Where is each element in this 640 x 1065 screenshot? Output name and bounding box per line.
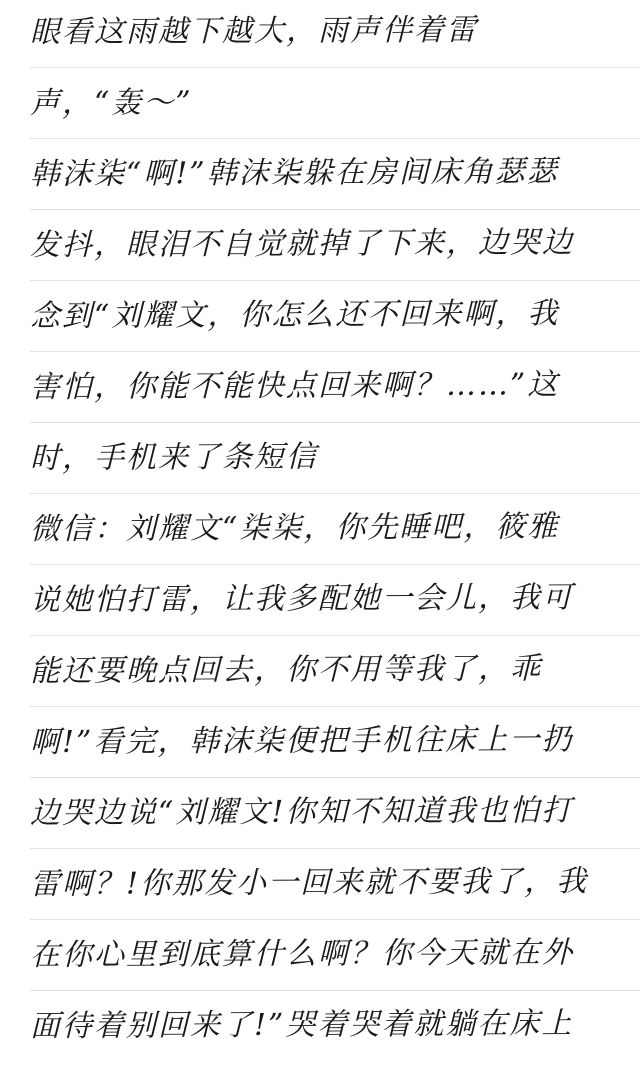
text-line-14: 在你心里到底算什么啊？你今天就在外 — [29, 935, 575, 973]
text-line-13: 雷啊？!你那发小一回来就不要我了，我 — [29, 864, 589, 902]
text-line-8: 微信：刘耀文“柒柒，你先睡吧，筱雅 — [29, 509, 560, 547]
text-line-2: 声，“轰～” — [29, 85, 193, 121]
text-line-11: 啊!”看完，韩沫柒便把手机往床上一扔 — [29, 722, 574, 760]
text-line-12: 边哭边说“刘耀文!你知不知道我也怕打 — [29, 793, 574, 831]
text-line-6: 害怕，你能不能快点回来啊？……”这 — [29, 367, 560, 405]
text-line-10: 能还要晚点回去，你不用等我了，乖 — [29, 651, 543, 689]
text-line-4: 发抖，眼泪不自觉就掉了下来，边哭边 — [29, 225, 575, 263]
text-line-15: 面待着别回来了!”哭着哭着就躺在床上 — [29, 1006, 574, 1044]
text-line-5: 念到“刘耀文，你怎么还不回来啊，我 — [29, 296, 560, 334]
text-line-9: 说她怕打雷，让我多配她一会儿，我可 — [29, 580, 575, 618]
text-line-3: 韩沫柒“啊!”韩沫柒躲在房间床角瑟瑟 — [29, 154, 559, 192]
text-line-7: 时，手机来了条短信 — [29, 439, 319, 476]
text-line-1: 眼看这雨越下越大，雨声伴着雷 — [29, 12, 479, 50]
